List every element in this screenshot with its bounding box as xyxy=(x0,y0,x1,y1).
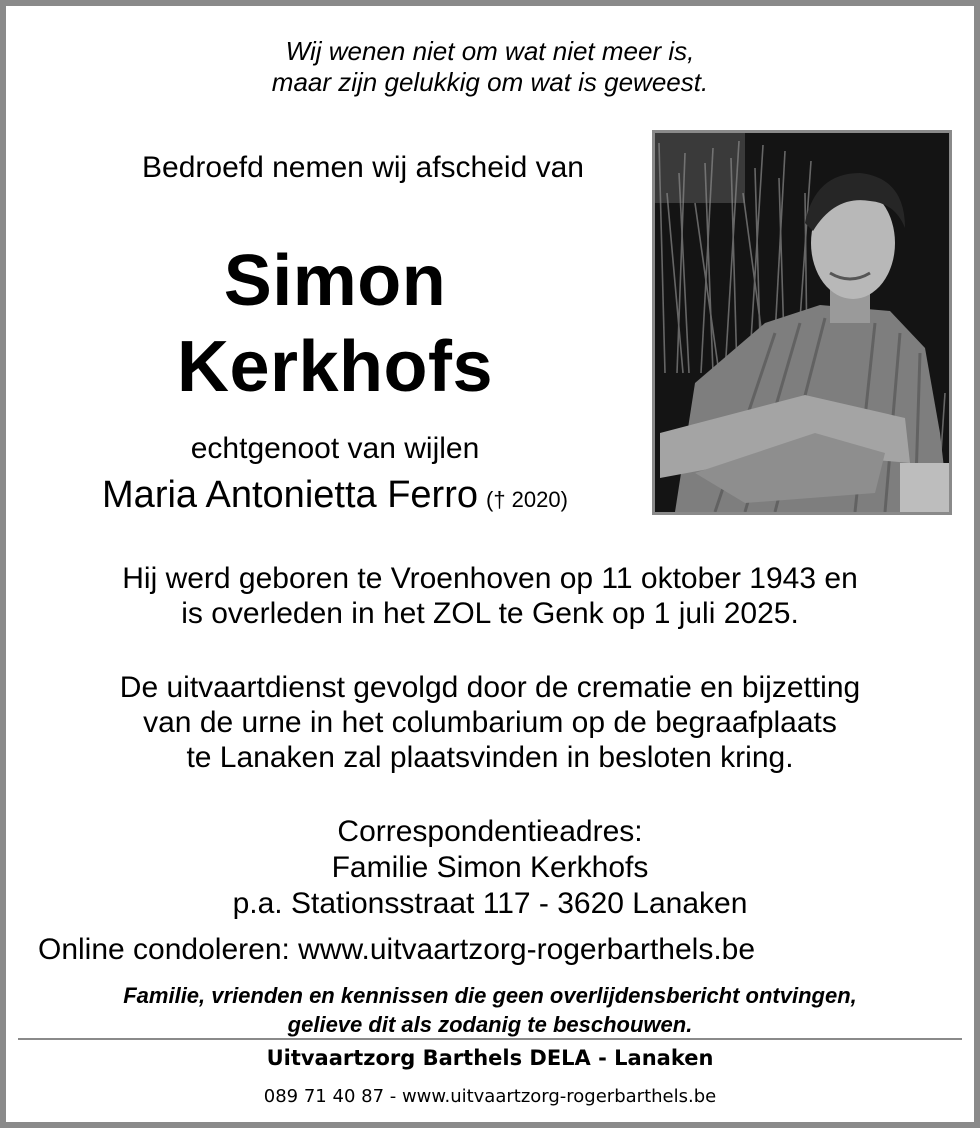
funeral-home-contact: 089 71 40 87 - www.uitvaartzorg-rogerbarthels.be xyxy=(263,1086,717,1107)
foreground-box xyxy=(900,463,949,512)
footer-divider xyxy=(18,1038,962,1040)
correspondence-name: Familie Simon Kerkhofs xyxy=(331,851,649,884)
spouse-line xyxy=(30,473,640,522)
funeral-line-2: van de urne in het columbarium op de begraafplaats xyxy=(143,706,837,739)
portrait-image xyxy=(655,133,949,512)
deceased-last-name: Kerkhofs xyxy=(176,327,494,407)
funeral-line-1: De uitvaartdienst gevolgd door de crematie en bijzetting xyxy=(119,671,861,704)
funeral-line-3: te Lanaken zal plaatsvinden in besloten kring. xyxy=(186,741,794,774)
intro-text: Bedroefd nemen wij afscheid van xyxy=(142,151,584,184)
deceased-first-name: Simon xyxy=(223,241,447,321)
correspondence-label: Correspondentieadres: xyxy=(337,815,643,848)
notice-line-1: Familie, vrienden en kennissen die geen overlijdensbericht ontvingen, xyxy=(123,983,857,1008)
spouse-name: Maria Antonietta Ferro xyxy=(102,474,478,516)
spouse-death-note: († 2020) xyxy=(486,487,568,512)
correspondence-address: p.a. Stationsstraat 117 - 3620 Lanaken xyxy=(232,887,748,920)
online-condolences: Online condoleren: www.uitvaartzorg-rogerbarthels.be xyxy=(38,933,756,966)
quote-line-2: maar zijn gelukkig om wat is geweest. xyxy=(271,67,709,97)
spouse-relation: echtgenoot van wijlen xyxy=(190,432,480,465)
quote-line-1: Wij wenen niet om wat niet meer is, xyxy=(285,36,695,66)
birth-line-1: Hij werd geboren te Vroenhoven op 11 oktober 1943 en xyxy=(122,562,858,595)
notice-line-2: gelieve dit als zodanig te beschouwen. xyxy=(287,1012,693,1037)
portrait-photo xyxy=(652,130,952,515)
funeral-home-name: Uitvaartzorg Barthels DELA - Lanaken xyxy=(266,1046,714,1070)
birth-line-2: is overleden in het ZOL te Genk op 1 juli 2025. xyxy=(181,597,799,630)
